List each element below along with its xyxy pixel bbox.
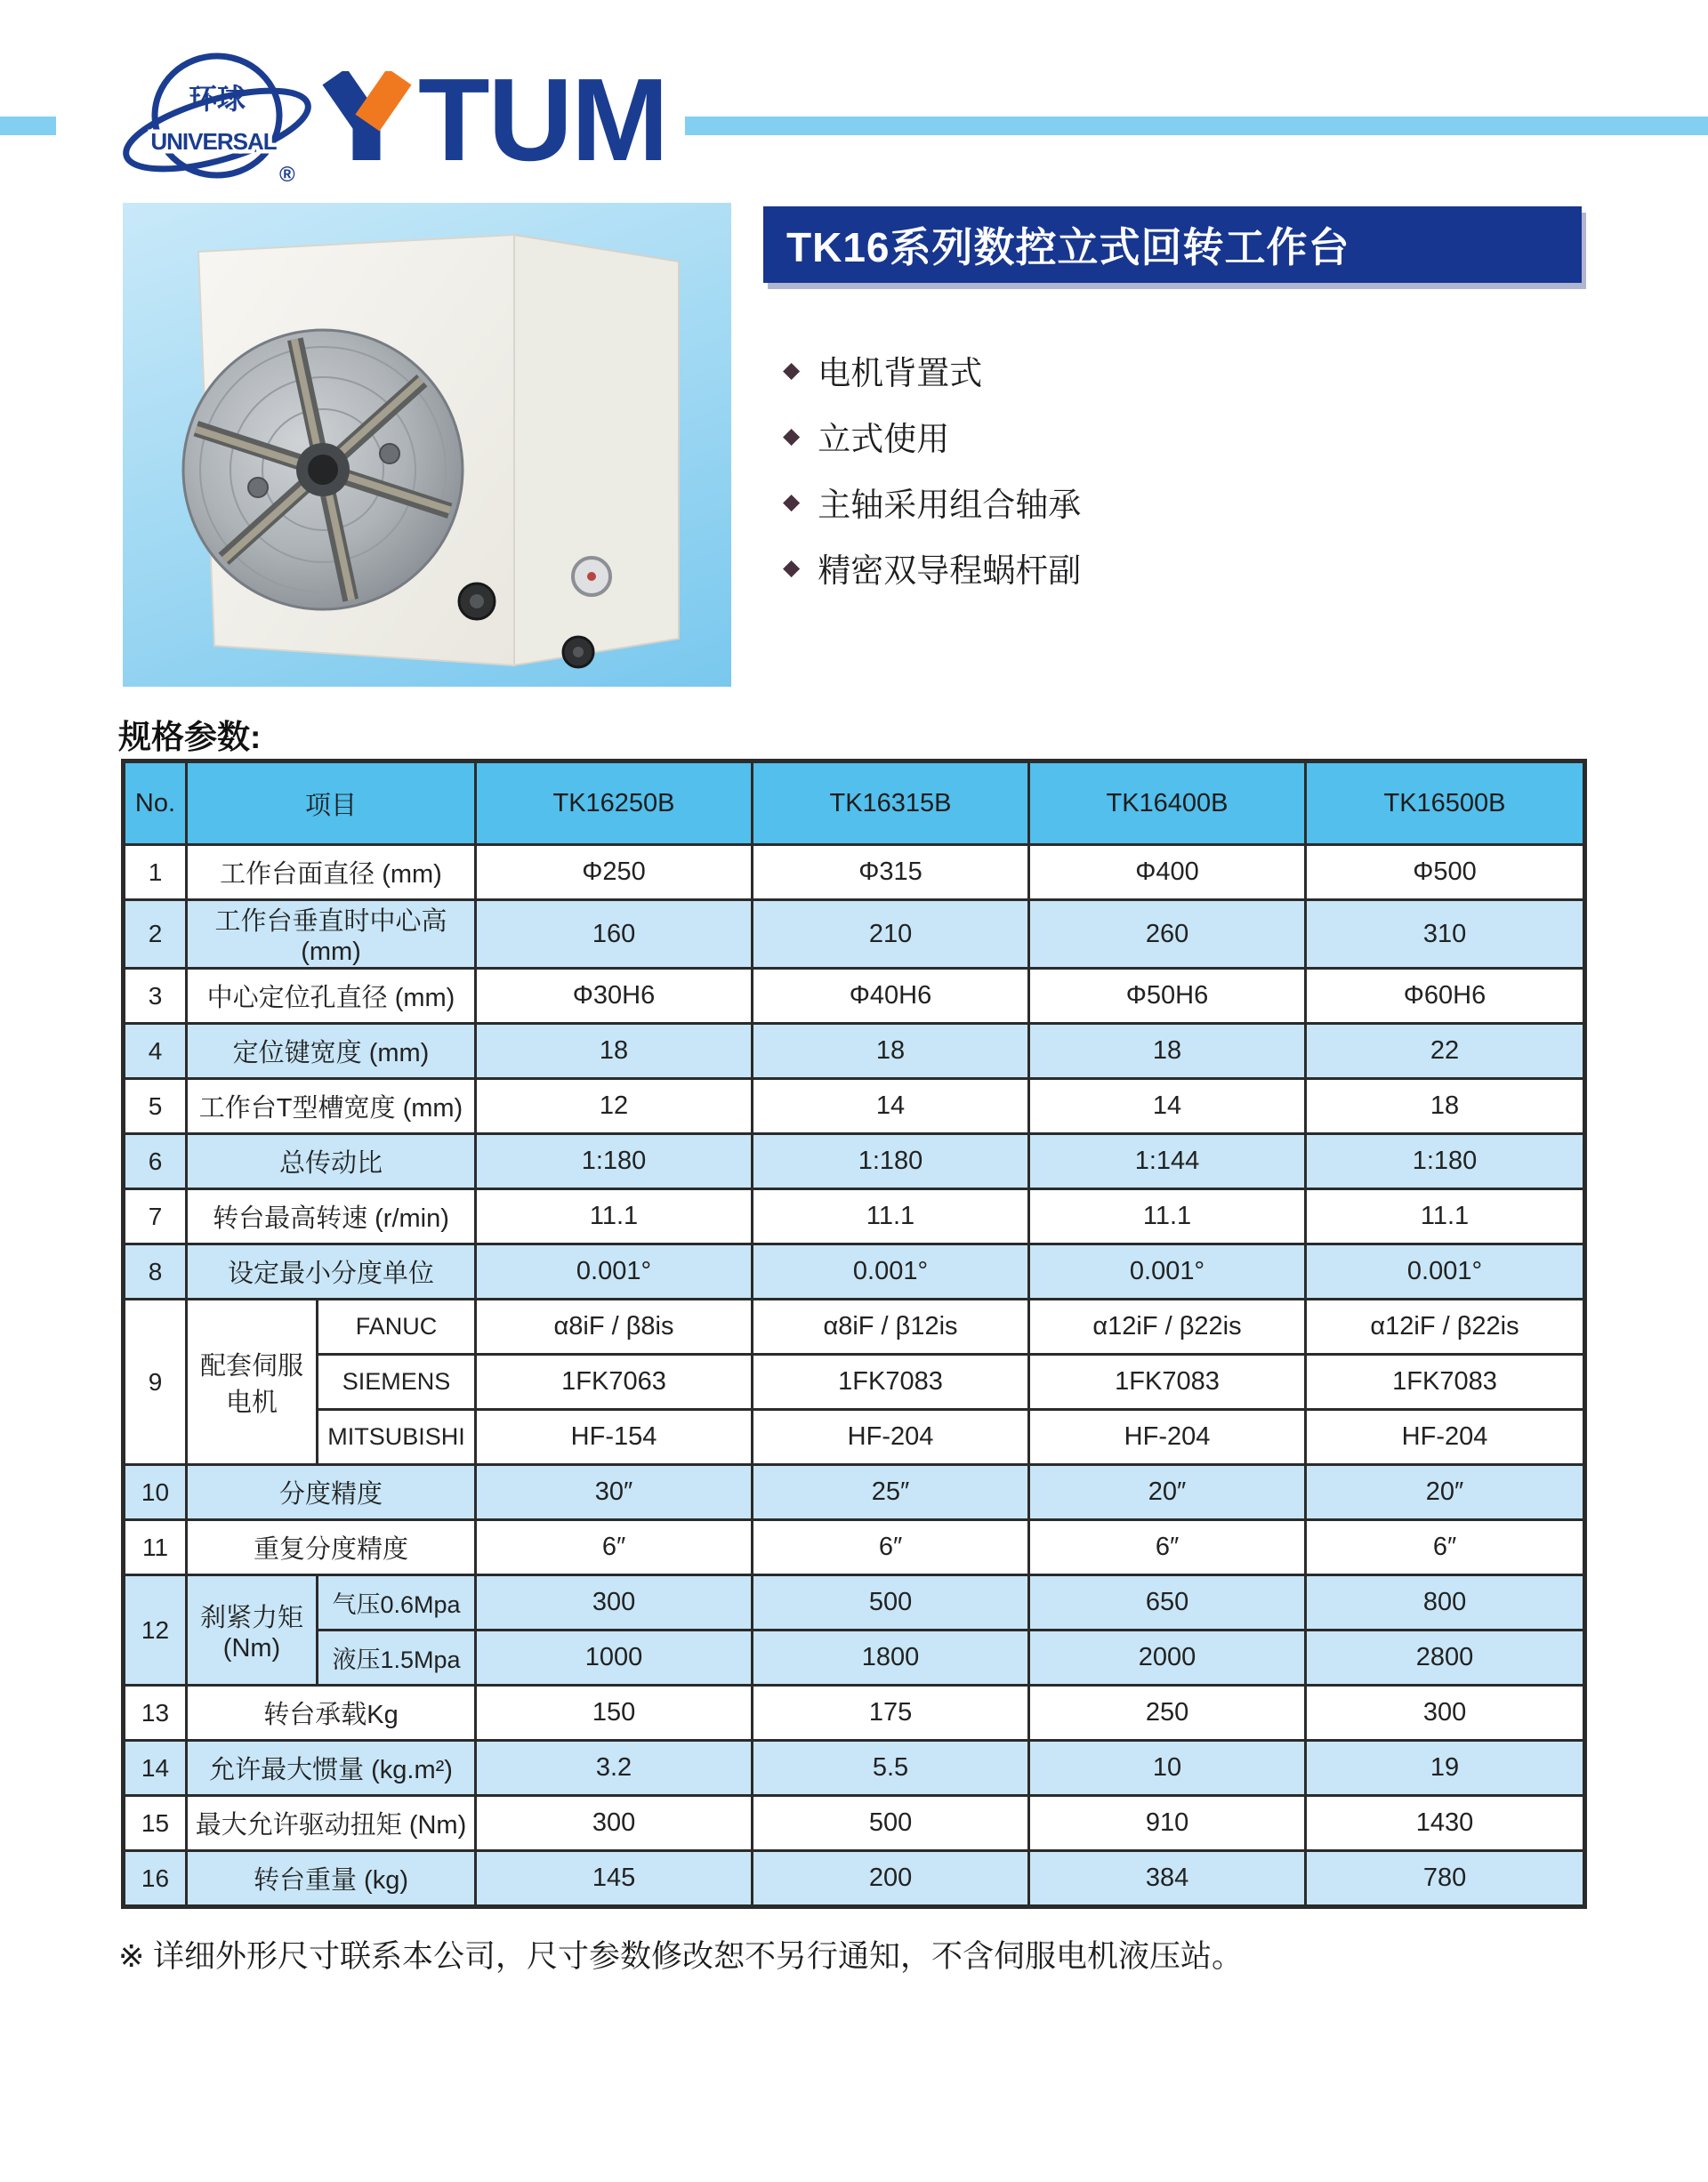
table-cell: 150 <box>476 1686 753 1741</box>
table-cell: 0.001° <box>476 1244 753 1300</box>
table-cell: 转台重量 (kg) <box>187 1851 476 1907</box>
table-cell: 310 <box>1306 900 1585 969</box>
table-row <box>124 1686 1585 1741</box>
table-cell: 5.5 <box>753 1741 1029 1796</box>
table-row <box>124 845 1585 900</box>
table-cell: 6″ <box>1306 1520 1585 1575</box>
feature-item <box>783 349 1081 391</box>
series-title: TK16系列数控立式回转工作台 <box>786 224 1350 270</box>
table-cell: 配套伺服电机 <box>187 1300 318 1465</box>
table-cell: 3.2 <box>476 1741 753 1796</box>
globe-cn-text: 环球 <box>188 83 246 115</box>
table-cell: 11 <box>124 1520 187 1575</box>
table-cell: 22 <box>1306 1024 1585 1079</box>
table-cell: 中心定位孔直径 (mm) <box>187 969 476 1024</box>
table-cell: α12iF / β22is <box>1029 1300 1306 1355</box>
table-cell: 2000 <box>1029 1630 1306 1686</box>
table-cell: 设定最小分度单位 <box>187 1244 476 1300</box>
table-cell: 12 <box>476 1079 753 1134</box>
table-row <box>124 1355 1585 1410</box>
col-header-model-1: TK16250B <box>476 761 753 845</box>
table-cell: 1430 <box>1306 1796 1585 1851</box>
rotary-table-illustration <box>123 203 731 687</box>
table-cell: 6 <box>124 1134 187 1189</box>
table-cell: HF-154 <box>476 1410 753 1465</box>
table-cell: 260 <box>1029 900 1306 969</box>
table-cell: Φ500 <box>1306 845 1585 900</box>
table-cell: 11.1 <box>1029 1189 1306 1244</box>
col-header-model-3: TK16400B <box>1029 761 1306 845</box>
feature-item <box>783 415 1081 457</box>
table-cell: 10 <box>124 1465 187 1520</box>
table-cell: 175 <box>753 1686 1029 1741</box>
feature-item <box>783 480 1081 523</box>
table-row <box>124 1520 1585 1575</box>
table-cell: Φ30H6 <box>476 969 753 1024</box>
table-cell: 11.1 <box>476 1189 753 1244</box>
footnote: ※ 详细外形尺寸联系本公司，尺寸参数修改恕不另行通知，不含伺服电机液压站。 <box>118 1939 1244 1974</box>
table-cell: 转台承载Kg <box>187 1686 476 1741</box>
table-cell: 总传动比 <box>187 1134 476 1189</box>
table-cell: Φ250 <box>476 845 753 900</box>
table-cell: 1800 <box>753 1630 1029 1686</box>
table-cell: 1:180 <box>1306 1134 1585 1189</box>
table-cell: 20″ <box>1306 1465 1585 1520</box>
table-cell: 500 <box>753 1575 1029 1630</box>
clamp-knob-center <box>470 594 484 608</box>
table-cell: 2 <box>124 900 187 969</box>
table-cell: 0.001° <box>1306 1244 1585 1300</box>
table-cell: 910 <box>1029 1796 1306 1851</box>
table-cell: 气压0.6Mpa <box>318 1575 476 1630</box>
table-cell: 800 <box>1306 1575 1585 1630</box>
globe-en-text: UNIVERSAL <box>150 128 277 155</box>
machine-side-cabinet <box>514 235 679 665</box>
table-row <box>124 1796 1585 1851</box>
table-cell: 10 <box>1029 1741 1306 1796</box>
feature-text: 主轴采用组合轴承 <box>818 487 1082 523</box>
table-cell: 允许最大惯量 (kg.m²) <box>187 1741 476 1796</box>
faceplate-disc <box>183 330 463 609</box>
section-heading: 规格参数: <box>118 719 262 755</box>
letter-y-glyph <box>334 76 399 160</box>
oil-sight-dot <box>587 572 596 581</box>
table-cell: 刹紧力矩 (Nm) <box>187 1575 318 1686</box>
table-cell: 14 <box>124 1741 187 1796</box>
table-cell: 1FK7083 <box>753 1355 1029 1410</box>
table-cell: Φ400 <box>1029 845 1306 900</box>
table-cell: 1:180 <box>753 1134 1029 1189</box>
diamond-bullet-icon: ◆ <box>783 423 801 448</box>
table-cell: 14 <box>1029 1079 1306 1134</box>
table-cell: 19 <box>1306 1741 1585 1796</box>
universal-globe-logo <box>117 43 322 194</box>
table-row <box>124 1630 1585 1686</box>
table-cell: 18 <box>1306 1079 1585 1134</box>
table-cell: α8iF / β8is <box>476 1300 753 1355</box>
table-row <box>124 1741 1585 1796</box>
table-cell: 1000 <box>476 1630 753 1686</box>
table-cell: 0.001° <box>1029 1244 1306 1300</box>
table-row <box>124 900 1585 969</box>
table-cell: 转台最高转速 (r/min) <box>187 1189 476 1244</box>
table-row <box>124 1410 1585 1465</box>
table-cell: Φ60H6 <box>1306 969 1585 1024</box>
table-cell: 30″ <box>476 1465 753 1520</box>
table-cell: FANUC <box>318 1300 476 1355</box>
registered-mark: ® <box>279 163 295 187</box>
table-row <box>124 1300 1585 1355</box>
header-accent-bar-left <box>0 117 56 135</box>
table-cell: 1FK7083 <box>1029 1355 1306 1410</box>
table-cell: 15 <box>124 1796 187 1851</box>
center-bore-inner <box>308 455 338 485</box>
table-cell: Φ50H6 <box>1029 969 1306 1024</box>
feature-list <box>783 349 1081 612</box>
feature-text: 电机背置式 <box>818 355 983 391</box>
table-cell: 300 <box>1306 1686 1585 1741</box>
feature-text: 精密双导程蜗杆副 <box>818 552 1082 589</box>
table-cell: 1 <box>124 845 187 900</box>
table-cell: Φ315 <box>753 845 1029 900</box>
table-cell: 18 <box>753 1024 1029 1079</box>
table-cell: 650 <box>1029 1575 1306 1630</box>
table-cell: Φ40H6 <box>753 969 1029 1024</box>
table-cell: 1FK7063 <box>476 1355 753 1410</box>
table-row <box>124 1024 1585 1079</box>
diamond-bullet-icon: ◆ <box>783 357 801 382</box>
table-row <box>124 1079 1585 1134</box>
table-cell: 分度精度 <box>187 1465 476 1520</box>
diamond-bullet-icon: ◆ <box>783 554 801 580</box>
table-cell: 4 <box>124 1024 187 1079</box>
table-cell: 384 <box>1029 1851 1306 1907</box>
table-cell: 13 <box>124 1686 187 1741</box>
table-cell: 18 <box>476 1024 753 1079</box>
table-cell: 12 <box>124 1575 187 1686</box>
table-cell: α12iF / β22is <box>1306 1300 1585 1355</box>
table-cell: 2800 <box>1306 1630 1585 1686</box>
table-row <box>124 1189 1585 1244</box>
table-row <box>124 1851 1585 1907</box>
table-cell: 工作台面直径 (mm) <box>187 845 476 900</box>
table-row <box>124 1465 1585 1520</box>
table-cell: 1:144 <box>1029 1134 1306 1189</box>
table-cell: 8 <box>124 1244 187 1300</box>
table-cell: 14 <box>753 1079 1029 1134</box>
table-cell: 6″ <box>476 1520 753 1575</box>
table-cell: MITSUBISHI <box>318 1410 476 1465</box>
table-cell: SIEMENS <box>318 1355 476 1410</box>
table-cell: 5 <box>124 1079 187 1134</box>
table-cell: 9 <box>124 1300 187 1465</box>
table-cell: 定位键宽度 (mm) <box>187 1024 476 1079</box>
product-photo <box>123 203 731 687</box>
feature-text: 立式使用 <box>818 421 950 457</box>
table-cell: 500 <box>753 1796 1029 1851</box>
table-cell: 6″ <box>753 1520 1029 1575</box>
table-cell: HF-204 <box>1029 1410 1306 1465</box>
table-cell: 11.1 <box>753 1189 1029 1244</box>
specs-table <box>121 759 1587 1909</box>
table-cell: 250 <box>1029 1686 1306 1741</box>
table-cell: 300 <box>476 1575 753 1630</box>
table-cell: 16 <box>124 1851 187 1907</box>
table-cell: 液压1.5Mpa <box>318 1630 476 1686</box>
ytum-wordmark <box>318 71 692 187</box>
table-cell: 210 <box>753 900 1029 969</box>
table-row <box>124 1134 1585 1189</box>
table-cell: 7 <box>124 1189 187 1244</box>
col-header-no: No. <box>124 761 187 845</box>
table-cell: HF-204 <box>1306 1410 1585 1465</box>
table-cell: 工作台垂直时中心高 (mm) <box>187 900 476 969</box>
bolt-hole <box>380 444 399 463</box>
table-cell: HF-204 <box>753 1410 1029 1465</box>
table-cell: α8iF / β12is <box>753 1300 1029 1355</box>
table-row <box>124 1244 1585 1300</box>
table-cell: 780 <box>1306 1851 1585 1907</box>
table-cell: 20″ <box>1029 1465 1306 1520</box>
table-row <box>124 1575 1585 1630</box>
series-title-bar <box>763 206 1582 283</box>
diamond-bullet-icon: ◆ <box>783 488 801 514</box>
col-header-item: 项目 <box>187 761 476 845</box>
table-cell: 25″ <box>753 1465 1029 1520</box>
drain-knob-center <box>573 647 584 657</box>
header-accent-bar-right <box>685 117 1708 135</box>
bolt-hole <box>248 478 268 497</box>
table-header-row <box>124 761 1585 845</box>
wordmark-tum-text: TUM <box>418 71 667 185</box>
table-cell: 18 <box>1029 1024 1306 1079</box>
feature-item <box>783 546 1081 589</box>
globe-icon <box>117 43 322 194</box>
table-cell: 0.001° <box>753 1244 1029 1300</box>
table-cell: 工作台T型槽宽度 (mm) <box>187 1079 476 1134</box>
table-cell: 最大允许驱动扭矩 (Nm) <box>187 1796 476 1851</box>
col-header-model-2: TK16315B <box>753 761 1029 845</box>
table-cell: 6″ <box>1029 1520 1306 1575</box>
table-cell: 200 <box>753 1851 1029 1907</box>
table-cell: 1FK7083 <box>1306 1355 1585 1410</box>
table-row <box>124 969 1585 1024</box>
table-cell: 重复分度精度 <box>187 1520 476 1575</box>
table-cell: 145 <box>476 1851 753 1907</box>
table-cell: 160 <box>476 900 753 969</box>
table-cell: 11.1 <box>1306 1189 1585 1244</box>
table-cell: 3 <box>124 969 187 1024</box>
table-cell: 1:180 <box>476 1134 753 1189</box>
table-cell: 300 <box>476 1796 753 1851</box>
col-header-model-4: TK16500B <box>1306 761 1585 845</box>
